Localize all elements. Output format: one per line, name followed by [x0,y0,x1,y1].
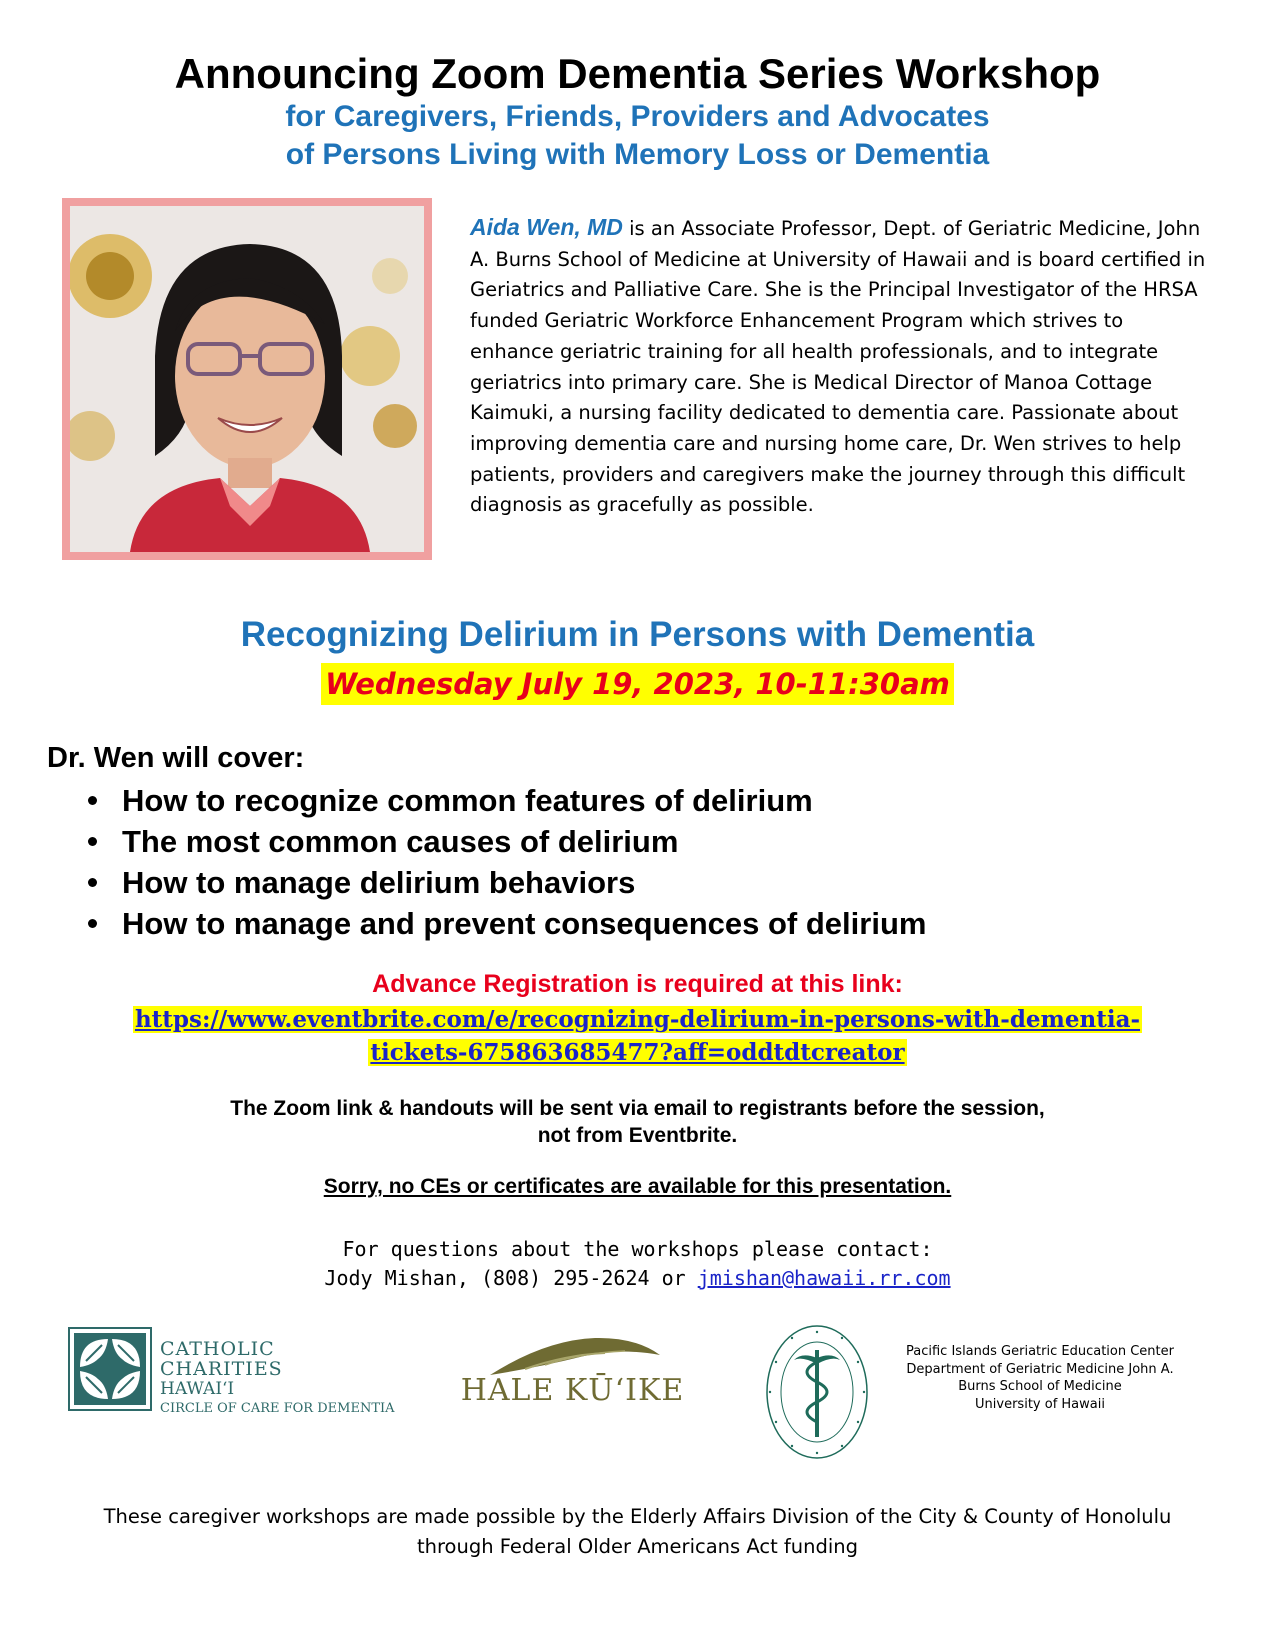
contact-email-link[interactable]: jmishan@hawaii.rr.com [697,1266,951,1290]
hale-kuike-wordmark: HALE KŪ‘IKE [460,1373,685,1408]
speaker-bio [470,212,1210,521]
speaker-portrait-icon [70,206,424,552]
registration-label: Advance Registration is required at this link: [372,970,903,998]
speaker-bio-text: is an Associate Professor, Dept. of Geriatric Medicine, John A. Burns School of Medicine at University of Hawaii and is board certified in Geriatrics and Palliative Care. She is the Principal Investigator of the HRSA funded Geriatric Workforce Enhancement Program which strives to enhance geriatric training for all health professionals, and to integrate geriatrics into primary care. She is Medical Director of Manoa Cottage Kaimuki, a nursing facility dedicated to dementia care. Passionate about improving dementia care and nursing home care, Dr. Wen strives to help patients, providers and caregivers make the journey through this difficult diagnosis as gracefully as possible. [470,217,1206,517]
zoom-note [0,1095,1275,1149]
contact-line1: For questions about the workshops please contact: [342,1237,933,1261]
session-date: Wednesday July 19, 2023, 10-11:30am [321,663,954,705]
zoom-note-line2: not from Eventbrite. [537,1124,738,1147]
catholic-charities-wordmark [160,1339,398,1419]
cc-line2: HAWAI‘I [160,1379,235,1399]
contact-info [0,1235,1275,1293]
flyer-subtitle-line1: for Caregivers, Friends, Providers and Advocates [285,100,990,133]
list-item: The most common causes of delirium [80,821,926,862]
contact-name-phone: Jody Mishan, (808) 295-2624 or [324,1266,698,1290]
cc-line1: CATHOLIC CHARITIES [160,1338,283,1380]
flyer-title: Announcing Zoom Dementia Series Workshop [174,50,1101,97]
coverage-list [80,780,926,944]
list-item: How to manage and prevent consequences of delirium [80,903,926,944]
session-title: Recognizing Delirium in Persons with Dementia [240,615,1035,654]
speaker-photo [62,198,432,560]
pigec-line2: Department of Geriatric Medicine John A. [906,1361,1174,1377]
registration-link-line2[interactable]: tickets-675863685477?aff=oddtdtcreator [370,1039,905,1066]
list-item: How to manage delirium behaviors [80,862,926,903]
registration-link[interactable] [60,1003,1215,1069]
coverage-heading: Dr. Wen will cover: [47,742,305,774]
no-ce-notice [0,1175,1275,1199]
speaker-name: Aida Wen, MD [470,214,623,240]
registration-link-line1[interactable]: https://www.eventbrite.com/e/recognizing-delirium-in-persons-with-dementia- [134,1006,1141,1033]
pigec-text [890,1343,1190,1413]
pigec-line1: Pacific Islands Geriatric Education Center [906,1344,1174,1359]
catholic-charities-logo [68,1327,398,1416]
medical-school-seal-icon [762,1322,872,1462]
pigec-line4: University of Hawaii [975,1396,1105,1412]
leaf-quad-icon [68,1327,152,1411]
footer-line1: These caregiver workshops are made possible by the Elderly Affairs Division of the City & County of Honolulu [103,1505,1172,1528]
hale-kuike-logo [455,1335,690,1415]
funding-footer [0,1502,1275,1562]
footer-line2: through Federal Older Americans Act funding [416,1535,859,1558]
zoom-note-line1: The Zoom link & handouts will be sent via email to registrants before the session, [230,1097,1045,1120]
cc-line3: CIRCLE OF CARE FOR DEMENTIA [160,1401,395,1416]
pigec-line3: Burns School of Medicine [958,1379,1122,1394]
no-ce-text: Sorry, no CEs or certificates are available for this presentation. [323,1175,952,1198]
list-item: How to recognize common features of delirium [80,780,926,821]
session-date-row [0,663,1275,705]
contact-line2 [0,1264,1275,1293]
flyer-subtitle-line2: of Persons Living with Memory Loss or Dementia [285,138,990,171]
